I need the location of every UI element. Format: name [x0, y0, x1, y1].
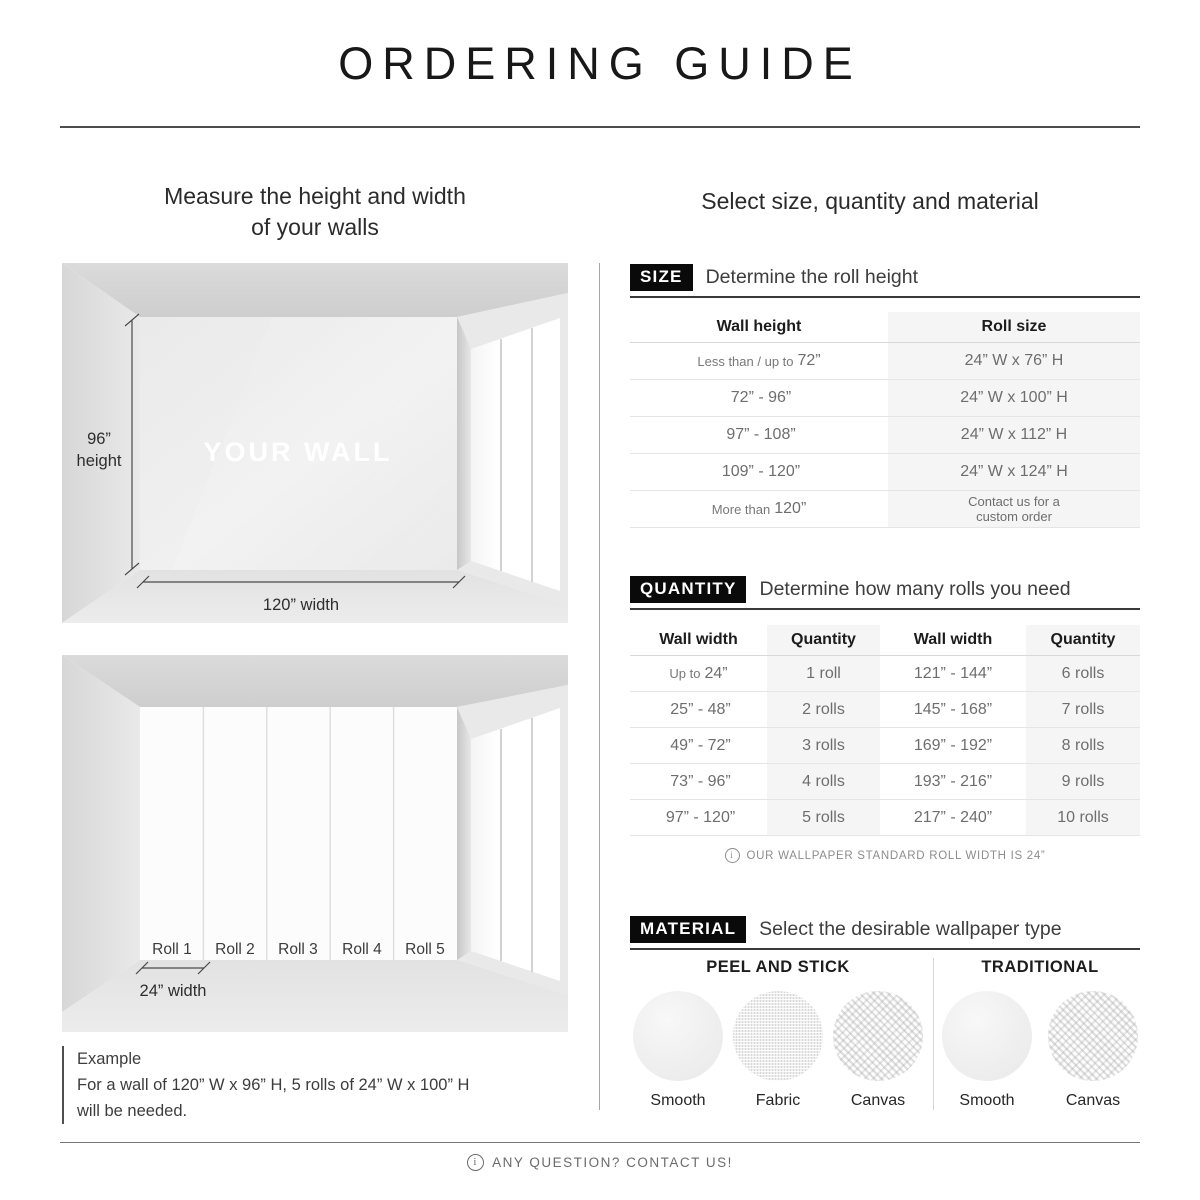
room1-height-word: height — [76, 452, 122, 470]
info-icon — [467, 1154, 484, 1171]
room-illustration-rolls — [62, 655, 568, 1032]
qty-col-quantity-b: Quantity — [1026, 625, 1140, 655]
roll-4-label: Roll 4 — [342, 941, 382, 958]
quantity-badge: QUANTITY — [630, 576, 746, 603]
size-table-row: More than 120” Contact us for a custom order — [630, 491, 1140, 528]
material-option-label: Fabric — [755, 1092, 801, 1109]
size-table-row: 109” - 120” 24” W x 124” H — [630, 454, 1140, 491]
material-option-label: Smooth — [650, 1092, 706, 1109]
roll-width-note — [630, 848, 1140, 863]
material-group-peel-and-stick — [630, 958, 926, 1110]
roll-5-label: Roll 5 — [405, 941, 445, 958]
material-group-traditional — [940, 958, 1140, 1110]
fabric-texture-swatch — [733, 991, 823, 1081]
left-heading-line1: Measure the height and width — [164, 183, 466, 209]
material-option-label: Canvas — [850, 1092, 906, 1109]
room1-ceiling — [62, 263, 568, 317]
size-badge: SIZE — [630, 264, 693, 291]
size-table-header-row — [630, 312, 1140, 343]
size-subtitle: Determine the roll height — [705, 266, 919, 288]
canvas-texture-swatch — [833, 991, 923, 1081]
footer-contact-text[interactable]: ANY QUESTION? CONTACT US! — [492, 1155, 733, 1170]
title-divider-line — [60, 126, 1140, 128]
quantity-table-row: 97” - 120” 5 rolls 217” - 240” 10 rolls — [630, 800, 1140, 836]
material-group-name: TRADITIONAL — [981, 958, 1099, 976]
room1-width-label: 120” width — [262, 596, 340, 614]
room1-height-value: 96” — [87, 430, 111, 448]
quantity-table-row: Up to 24” 1 roll 121” - 144” 6 rolls — [630, 656, 1140, 692]
example-heading: Example — [77, 1050, 142, 1068]
size-table-row: 97” - 108” 24” W x 112” H — [630, 417, 1140, 454]
qty-col-quantity-a: Quantity — [767, 625, 880, 655]
quantity-table — [630, 625, 1140, 836]
page-title: ORDERING GUIDE — [338, 38, 862, 89]
size-section-header — [630, 264, 1140, 298]
material-group-divider-line — [933, 958, 934, 1110]
footer-divider-line — [60, 1142, 1140, 1143]
material-option-canvas — [831, 991, 925, 1110]
roll-width-note-text: OUR WALLPAPER STANDARD ROLL WIDTH IS 24” — [746, 849, 1046, 862]
room1-your-wall-label: YOUR WALL — [203, 437, 393, 467]
material-option-label: Smooth — [959, 1092, 1015, 1109]
size-col-roll-size: Roll size — [888, 312, 1140, 342]
room2-window-glass — [471, 708, 560, 981]
column-divider-line — [599, 263, 600, 1110]
roll-1-label: Roll 1 — [152, 941, 192, 958]
example-block — [62, 1046, 469, 1124]
room1-window-post — [457, 317, 471, 570]
size-col-wall-height: Wall height — [716, 318, 802, 335]
roll-3-label: Roll 3 — [278, 941, 318, 958]
qty-col-wall-width-b: Wall width — [913, 631, 993, 648]
right-column-heading: Select size, quantity and material — [701, 188, 1039, 214]
quantity-table-row: 49” - 72” 3 rolls 169” - 192” 8 rolls — [630, 728, 1140, 764]
left-heading-line2: of your walls — [251, 214, 379, 240]
material-option-label: Canvas — [1065, 1092, 1121, 1109]
room2-width-label: 24” width — [139, 982, 207, 1000]
smooth-texture-swatch — [942, 991, 1032, 1081]
room2-left-wall — [62, 655, 140, 1012]
material-subtitle: Select the desirable wallpaper type — [759, 918, 1062, 940]
room-illustration-measure — [62, 263, 568, 623]
qty-col-wall-width-a: Wall width — [659, 631, 738, 648]
smooth-texture-swatch — [633, 991, 723, 1081]
quantity-section-header — [630, 576, 1140, 610]
size-table-row: 72” - 96” 24” W x 100” H — [630, 380, 1140, 417]
footer-contact — [0, 1154, 1200, 1171]
quantity-table-row: 73” - 96” 4 rolls 193” - 216” 9 rolls — [630, 764, 1140, 800]
material-option-fabric — [731, 991, 825, 1110]
quantity-table-header-row — [630, 625, 1140, 656]
material-group-name: PEEL AND STICK — [706, 958, 850, 976]
wallpaper-roll-panels — [140, 707, 457, 960]
quantity-subtitle: Determine how many rolls you need — [759, 578, 1071, 600]
size-table — [630, 312, 1140, 528]
example-line2: will be needed. — [77, 1102, 188, 1120]
room1-window-glass — [471, 318, 560, 591]
roll-2-label: Roll 2 — [215, 941, 255, 958]
left-column-heading — [62, 181, 568, 243]
material-option-smooth — [631, 991, 725, 1110]
info-icon — [725, 848, 740, 863]
canvas-texture-swatch — [1048, 991, 1138, 1081]
material-option-smooth — [940, 991, 1034, 1110]
size-table-row: Less than / up to 72” 24” W x 76” H — [630, 343, 1140, 380]
material-section-header — [630, 916, 1140, 950]
room2-ceiling — [62, 655, 568, 707]
room2-window-post — [457, 707, 471, 960]
example-line1: For a wall of 120” W x 96” H, 5 rolls of 24” W x 100” H — [77, 1076, 470, 1094]
material-option-canvas — [1046, 991, 1140, 1110]
quantity-table-row: 25” - 48” 2 rolls 145” - 168” 7 rolls — [630, 692, 1140, 728]
material-badge: MATERIAL — [630, 916, 746, 943]
